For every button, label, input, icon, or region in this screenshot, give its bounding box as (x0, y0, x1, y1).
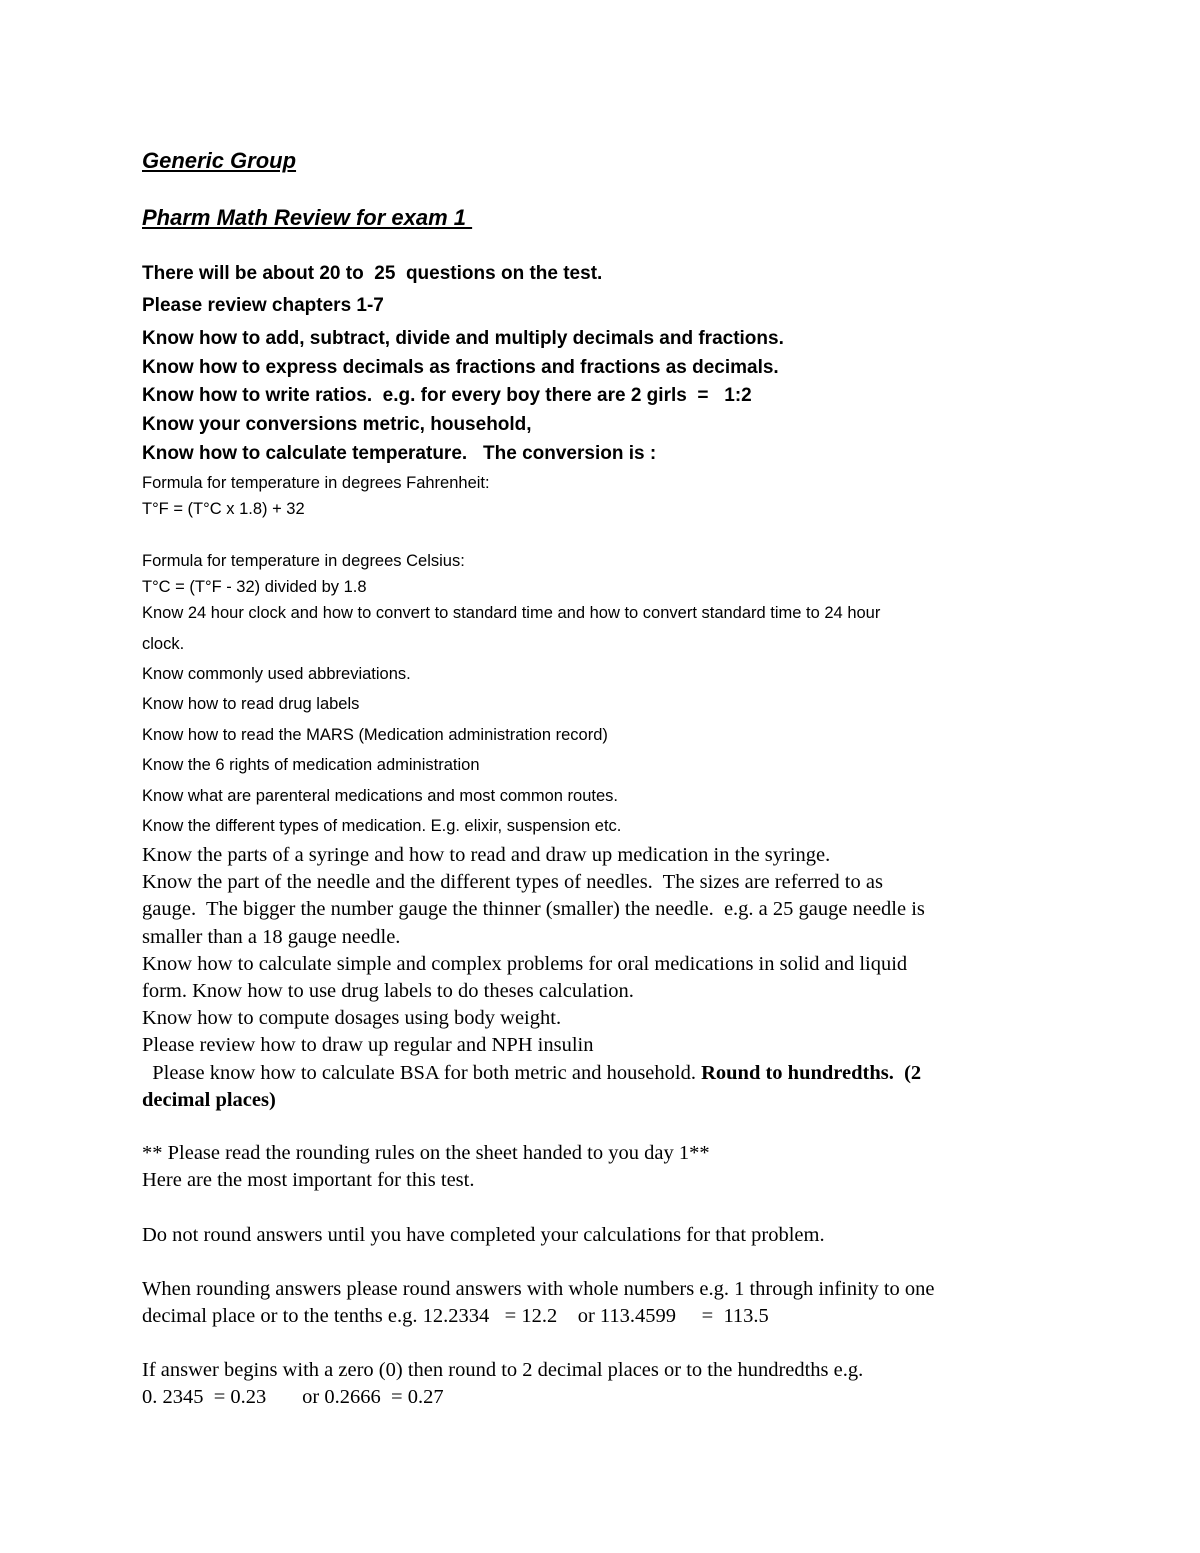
rounding-rule-2-line-2: decimal place or to the tenths e.g. 12.2334 = 12.2 or 113.4599 = 113.5 (142, 1305, 769, 1327)
serif-line-gauge-compare: smaller than a 18 gauge needle. (142, 926, 401, 948)
serif-line-form: form. Know how to use drug labels to do theses calculation. (142, 980, 634, 1002)
serif-line-oral: Know how to calculate simple and complex problems for oral medications in solid and liquid (142, 953, 908, 975)
serif-line-needle: Know the part of the needle and the different types of needles. The sizes are referred to as (142, 871, 883, 893)
sans-line-medication-types: Know the different types of medication. E.g. elixir, suspension etc. (142, 817, 622, 835)
bold-line-questions: There will be about 20 to 25 questions on the test. (142, 263, 603, 284)
bold-line-ratios: Know how to write ratios. e.g. for every boy there are 2 girls = 1:2 (142, 385, 752, 406)
sans-line-six-rights: Know the 6 rights of medication administration (142, 756, 480, 774)
serif-line-syringe: Know the parts of a syringe and how to read and draw up medication in the syringe. (142, 844, 831, 866)
formula-celsius: T°C = (T°F - 32) divided by 1.8 (142, 578, 367, 596)
bold-line-express: Know how to express decimals as fractions and fractions as decimals. (142, 357, 779, 378)
rounding-intro: Here are the most important for this test. (142, 1169, 475, 1191)
bsa-round-emphasis: Round to hundredths. (2 (701, 1062, 922, 1084)
bsa-decimal-places: decimal places) (142, 1089, 276, 1111)
serif-line-body-weight: Know how to compute dosages using body weight. (142, 1007, 562, 1029)
bold-line-chapters: Please review chapters 1-7 (142, 295, 384, 316)
formula-fahrenheit-label: Formula for temperature in degrees Fahrenheit: (142, 474, 490, 492)
rounding-rule-2-line-1: When rounding answers please round answers with whole numbers e.g. 1 through infinity to one (142, 1278, 935, 1300)
sans-line-drug-labels: Know how to read drug labels (142, 695, 360, 713)
bsa-line (142, 1060, 921, 1087)
document-title: Generic Group (142, 148, 297, 173)
rounding-note: ** Please read the rounding rules on the sheet handed to you day 1** (142, 1142, 710, 1164)
formula-fahrenheit: T°F = (T°C x 1.8) + 32 (142, 500, 305, 518)
clock-line-1: Know 24 hour clock and how to convert to standard time and how to convert standard time to 24 hour (142, 604, 881, 622)
rounding-rule-1: Do not round answers until you have completed your calculations for that problem. (142, 1224, 825, 1246)
sans-line-parenteral: Know what are parenteral medications and most common routes. (142, 787, 618, 805)
bold-line-decimals: Know how to add, subtract, divide and multiply decimals and fractions. (142, 328, 784, 349)
bsa-text: Please know how to calculate BSA for both metric and household. (142, 1062, 702, 1084)
serif-line-gauge: gauge. The bigger the number gauge the thinner (smaller) the needle. e.g. a 25 gauge needle is (142, 898, 925, 920)
serif-line-insulin: Please review how to draw up regular and NPH insulin (142, 1034, 594, 1056)
rounding-rule-3-line-1: If answer begins with a zero (0) then round to 2 decimal places or to the hundredths e.g. (142, 1359, 864, 1381)
bold-line-conversions: Know your conversions metric, household, (142, 414, 532, 435)
sans-line-abbreviations: Know commonly used abbreviations. (142, 665, 411, 683)
clock-line-2: clock. (142, 635, 185, 653)
rounding-rule-3-line-2: 0. 2345 = 0.23 or 0.2666 = 0.27 (142, 1386, 444, 1408)
formula-celsius-label: Formula for temperature in degrees Celsius: (142, 552, 465, 570)
bold-line-temperature: Know how to calculate temperature. The conversion is : (142, 443, 657, 464)
sans-line-mars: Know how to read the MARS (Medication administration record) (142, 726, 608, 744)
document-subtitle: Pharm Math Review for exam 1 (142, 205, 473, 230)
